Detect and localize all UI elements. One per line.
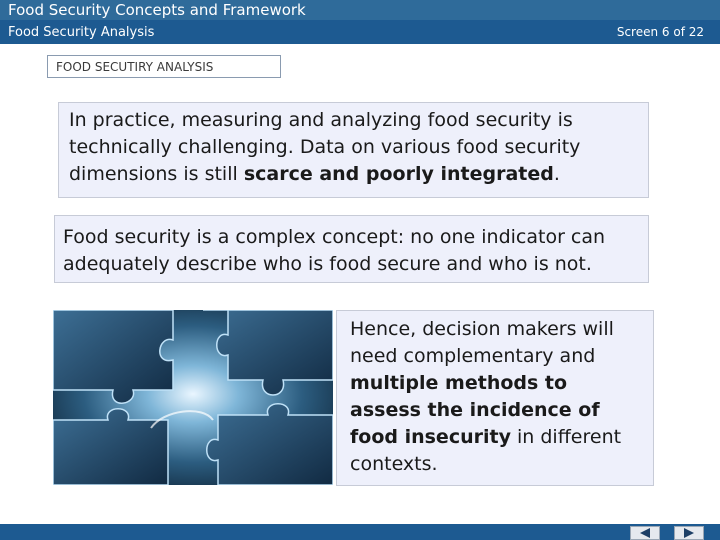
section-header-bar: [0, 20, 720, 44]
course-title-bar: [0, 0, 720, 20]
box3-bold-text: multiple methods to assess the incidence of food insecurity: [350, 372, 600, 448]
next-button[interactable]: [674, 526, 704, 540]
course-title: Food Security Concepts and Framework: [8, 1, 306, 19]
screen-counter: Screen 6 of 22: [616, 25, 704, 39]
section-title: Food Security Analysis: [8, 25, 155, 40]
slide-label: FOOD SECUTIRY ANALYSIS: [47, 55, 281, 78]
box1-text: In practice, measuring and analyzing food security is technically challenging. Data on various food security dimensions is still: [69, 109, 581, 185]
puzzle-pieces-image: [53, 310, 333, 485]
box1-bold-text: scarce and poorly integrated: [243, 163, 554, 185]
footer-bar: [0, 524, 720, 540]
next-arrow-icon: [682, 528, 696, 538]
back-arrow-icon: [638, 528, 652, 538]
text-box-complex-concept: [54, 215, 649, 283]
box1-text-end: .: [553, 163, 560, 185]
box3-text-end: in different contexts.: [350, 426, 622, 475]
box2-text: Food security is a complex concept: no one indicator can adequately describe who is food secure and who is not.: [63, 226, 606, 275]
box3-text: Hence, decision makers will need complementary and: [350, 318, 614, 367]
text-box-decision-makers: [336, 310, 654, 486]
text-box-measuring: [58, 102, 649, 198]
back-button[interactable]: [630, 526, 660, 540]
